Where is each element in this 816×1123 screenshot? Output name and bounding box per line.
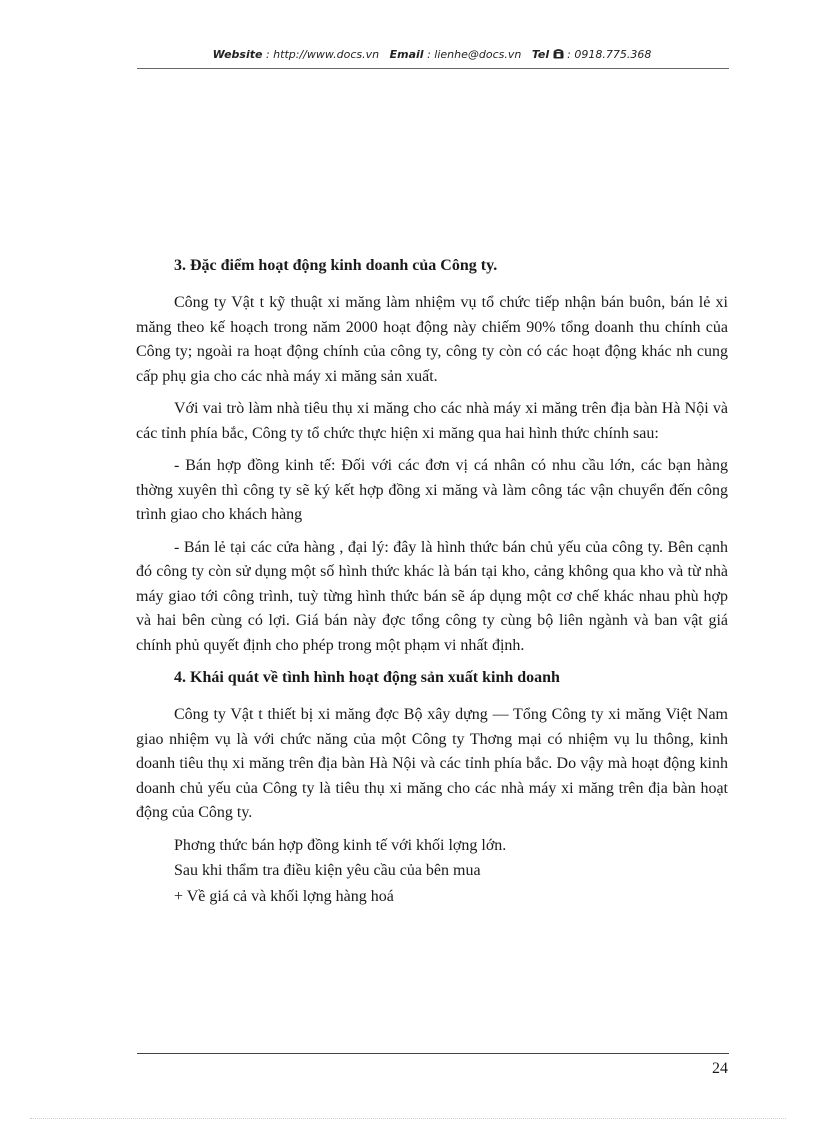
tel-value: : 0918.775.368 (567, 48, 652, 61)
section-3-paragraph: - Bán hợp đồng kinh tế: Đối với các đơn vị cá nhân có nhu cầu lớn, các bạn hàng thờng xuyên thì công ty sẽ ký kết hợp đồng xi măng và làm công tác vận chuyển đến công trình giao cho khách hàng (136, 457, 728, 523)
website-value: : http://www.docs.vn (265, 48, 380, 61)
section-3-paragraph: Công ty Vật t kỹ thuật xi măng làm nhiệm vụ tổ chức tiếp nhận bán buôn, bán lẻ xi măng theo kế hoạch trong năm 2000 hoạt động này chiếm 90% tổng doanh thu chính của Công ty; ngoài ra hoạt động chính của công ty, công ty còn có các hoạt động khác nh cung cấp phụ gia cho các nhà máy xi măng sản xuất. (136, 294, 728, 385)
section-4-paragraph: + Về giá cả và khối lợng hàng hoá (174, 887, 394, 905)
section-3-paragraph: - Bán lẻ tại các cửa hàng , đại lý: đây là hình thức bán chủ yếu của công ty. Bên cạnh đó công ty còn sử dụng một số hình thức khác là bán tại kho, cảng không qua kho và từ nhà máy giao tới công trình, tuỳ từng hình thức bán sẽ áp dụng một cơ chế khác nhau phù hợp và hai bên cùng có lợi. Giá bán này đợc tổng công ty cùng bộ liên ngành và ban vật giá chính phủ quyết định cho phép trong một phạm vi nhất định. (136, 538, 728, 654)
page-number: 24 (712, 1060, 728, 1077)
section-3-heading: 3. Đặc điểm hoạt động kinh doanh của Công ty. (174, 257, 498, 274)
section-4-paragraph: Sau khi thẩm tra điều kiện yêu cầu của bên mua (174, 862, 481, 879)
section-4-heading: 4. Khái quát về tình hình hoạt động sản xuất kinh doanh (174, 669, 560, 686)
tel-label: Tel (531, 48, 550, 61)
header-divider (137, 68, 729, 69)
page-edge-dotted-line (30, 1118, 786, 1119)
section-3-paragraph: Với vai trò làm nhà tiêu thụ xi măng cho các nhà máy xi măng trên địa bàn Hà Nội và các tỉnh phía bắc, Công ty tổ chức thực hiện xi măng qua hai hình thức chính sau: (136, 400, 728, 442)
website-label: Website (212, 48, 263, 61)
email-label: Email (389, 48, 424, 61)
section-4-paragraph: Công ty Vật t thiết bị xi măng đợc Bộ xây dựng — Tổng Công ty xi măng Việt Nam giao nhiệm vụ là với chức năng của một Công ty Thơng mại có nhiệm vụ lu thông, kinh doanh tiêu thụ xi măng trên địa bàn Hà Nội và các tỉnh phía bắc. Do vậy mà hoạt động kinh doanh chủ yếu của Công ty là tiêu thụ xi măng cho các nhà máy xi măng trên địa bàn hoạt động của Công ty. (136, 706, 728, 821)
email-value: : lienhe@docs.vn (427, 48, 522, 61)
footer-divider (137, 1053, 729, 1054)
section-4-paragraph: Phơng thức bán hợp đồng kinh tế với khối lợng lớn. (174, 836, 507, 854)
phone-icon (553, 49, 564, 62)
document-body (136, 254, 728, 910)
page-header (137, 48, 727, 62)
